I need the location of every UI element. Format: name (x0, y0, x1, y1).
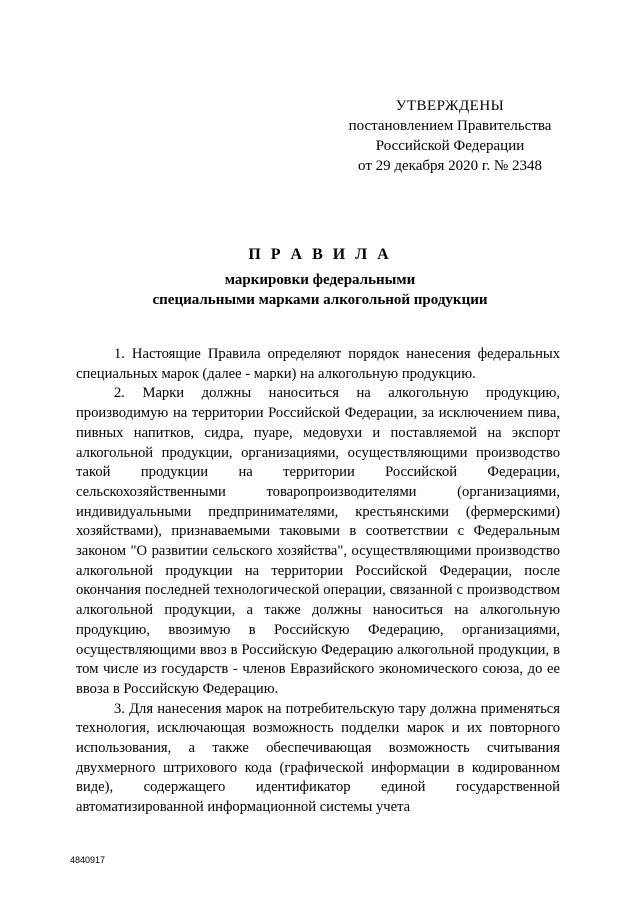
document-subtitle (60, 270, 580, 310)
document-body (76, 345, 560, 818)
subtitle-line-1: маркировки федеральными (224, 272, 416, 288)
approval-line-3: от 29 декабря 2020 г. № 2348 (358, 158, 542, 174)
paragraph-1: 1. Настоящие Правила определяют порядок нанесения федеральных специальных марок (далее - марки) на алкогольную продукцию. (76, 346, 560, 382)
document-title: П Р А В И Л А (248, 246, 392, 263)
subtitle-line-2: специальными марками алкогольной продукции (152, 292, 488, 308)
approval-line-1: постановлением Правительства (348, 118, 552, 134)
approval-stamp (330, 96, 570, 176)
paragraph-2: 2. Марки должны наноситься на алкогольную продукцию, производимую на территории Российской Федерации, за исключением пива, пивных напитков, сидра, пуаре, медовухи и поставляемой на экспорт алкогольной продукции, организациями, осуществляющими производство такой продукции на территории Российской Федерации, сельскохозяйственными товаропроизводителями (организациями, индивидуальными предпринимателями, крестьянскими (фермерскими) хозяйствами), признаваемыми таковыми в соответствии с Федеральным законом "О развитии сельского хозяйства", осуществляющими производство алкогольной продукции на территории Российской Федерации, после окончания последней технологической операции, связанной с производством алкогольной продукции, а также должны наноситься на алкогольную продукцию, ввозимую в Российскую Федерацию, организациями, осуществляющими ввоз в Российскую Федерацию алкогольной продукции, в том числе из государств - членов Евразийского экономического союза, до ее ввоза в Российскую Федерацию. (76, 385, 560, 697)
document-id: 4840917 (70, 855, 106, 865)
approval-heading: УТВЕРЖДЕНЫ (395, 98, 505, 114)
paragraph-3: 3. Для нанесения марок на потребительскую тару должна применяться технология, исключающая возможность подделки марок и их повторного использования, а также обеспечивающая возможность считывания двухмерного штрихового кода (графической информации в кодированном виде), содержащего идентификатор единой государственной автоматизированной информационной системы учета (76, 700, 560, 816)
approval-line-2: Российской Федерации (375, 138, 525, 154)
